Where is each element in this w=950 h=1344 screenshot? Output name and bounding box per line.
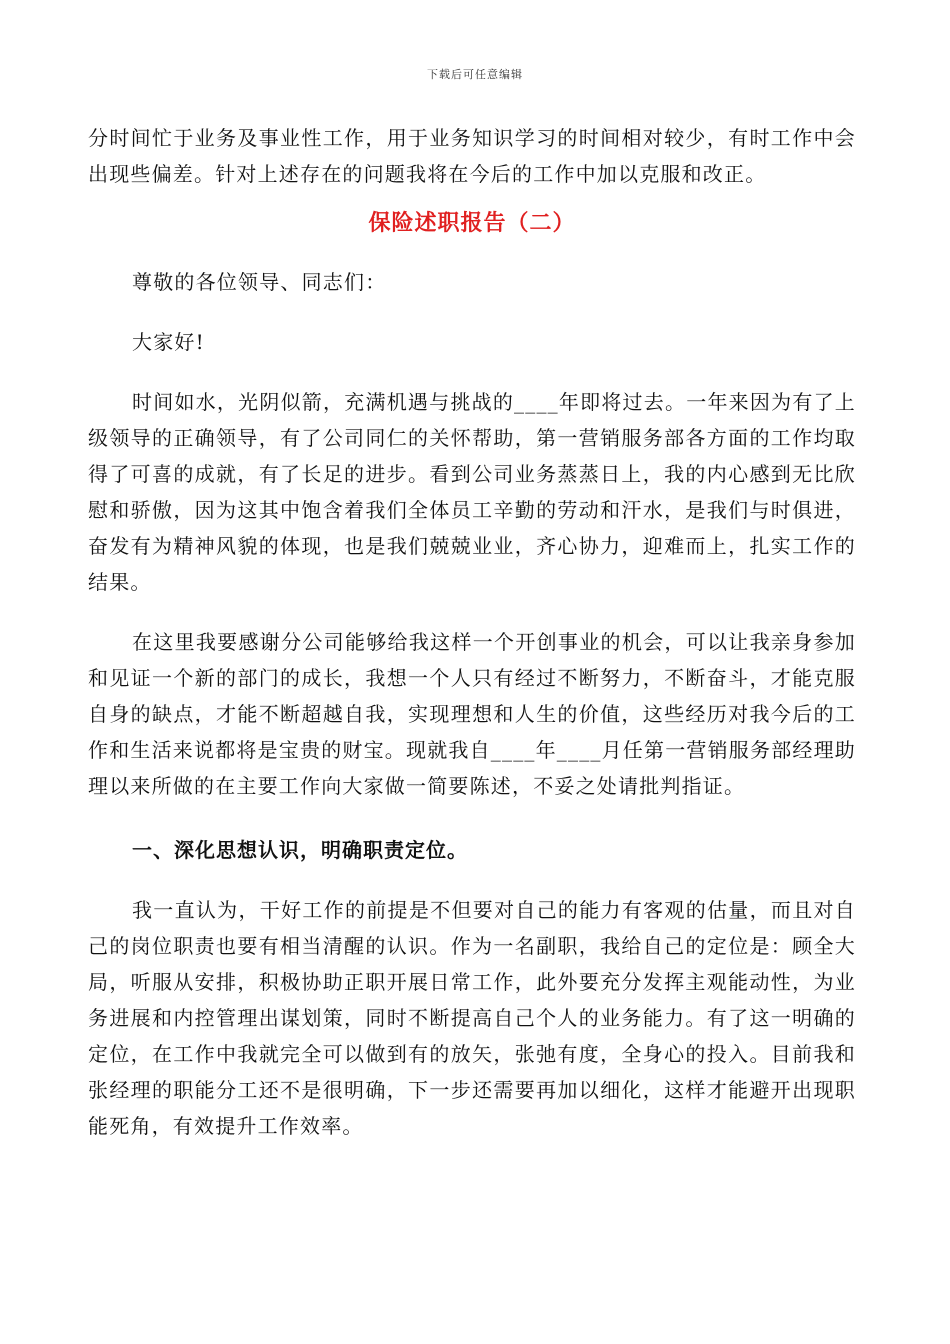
salutation: 尊敬的各位领导、同志们：: [132, 270, 387, 294]
paragraph-3: 我一直认为，干好工作的前提是不但要对自己的能力有客观的估量，而且对自己的岗位职责也要有相当清醒的认识。作为一名副职，我给自己的定位是：顾全大局，听服从安排，积极协助正职开展日常工作，此外要充分发挥主观能动性，为业务进展和内控管理出谋划策，同时不断提高自己个人的业务能力。有了这一明确的定位，在工作中我就完全可以做到有的放矢，张弛有度，全身心的投入。目前我和张经理的职能分工还不是很明确，下一步还需要再加以细化，这样才能避开出现职能死角，有效提升工作效率。: [88, 898, 856, 1138]
greeting: 大家好!: [132, 330, 205, 354]
report-title: 保险述职报告（二）: [368, 211, 576, 236]
section-heading: 一、深化思想认识，明确职责定位。: [132, 838, 468, 862]
paragraph-2: 在这里我要感谢分公司能够给我这样一个开创事业的机会，可以让我亲身参加和见证一个新的部门的成长，我想一个人只有经过不断努力，不断奋斗，才能克服自身的缺点，才能不断超越自我，实现理想和人生的价值，这些经历对我今后的工作和生活来说都将是宝贵的财宝。现就我自____年____月任第一营销服务部经理助理以来所做的在主要工作向大家做一简要陈述，不妥之处请批判指证。: [88, 630, 856, 798]
paragraph-1: 时间如水，光阴似箭，充满机遇与挑战的____年即将过去。一年来因为有了上级领导的正确领导，有了公司同仁的关怀帮助，第一营销服务部各方面的工作均取得了可喜的成就，有了长足的进步。看到公司业务蒸蒸日上，我的内心感到无比欣慰和骄傲，因为这其中饱含着我们全体员工辛勤的劳动和汗水，是我们与时俱进，奋发有为精神风貌的体现，也是我们兢兢业业，齐心协力，迎难而上，扎实工作的结果。: [88, 390, 856, 594]
intro-paragraph: 分时间忙于业务及事业性工作，用于业务知识学习的时间相对较少，有时工作中会出现些偏差。针对上述存在的问题我将在今后的工作中加以克服和改正。: [88, 126, 856, 186]
page-header-note: 下载后可任意编辑: [427, 68, 523, 81]
document-body: [88, 120, 856, 1144]
